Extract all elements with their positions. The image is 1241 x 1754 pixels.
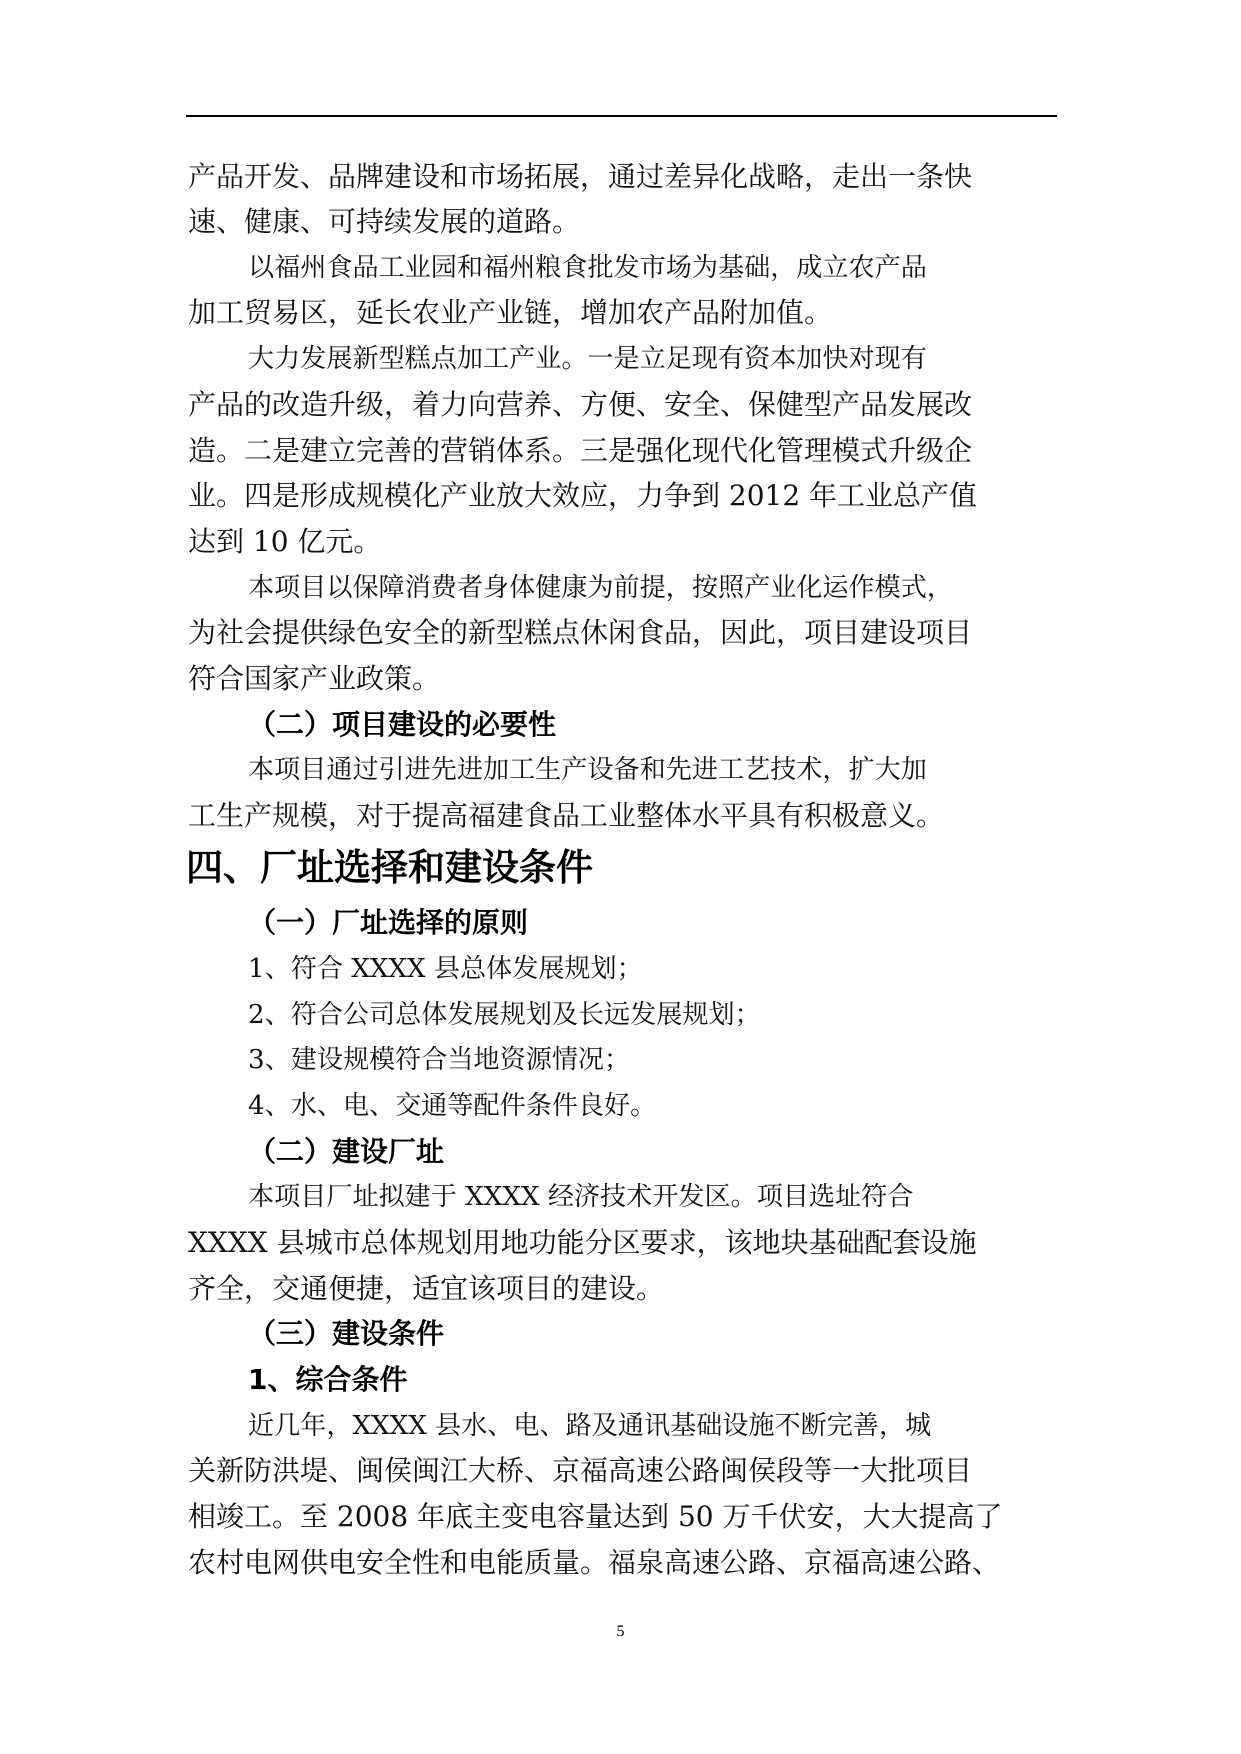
paragraph-line: 符合国家产业政策。 [188,662,441,695]
list-item: 4、水、电、交通等配件条件良好。 [248,1091,657,1121]
paragraph-line: 造。二是建立完善的营销体系。三是强化现代化管理模式升级企 [188,434,973,467]
paragraph-line: 以福州食品工业园和福州粮食批发市场为基础，成立农产品 [248,253,927,283]
paragraph-line: XXXX 县城市总体规划用地功能分区要求，该地块基础配套设施 [188,1226,977,1259]
paragraph-line: 本项目通过引进先进加工生产设备和先进工艺技术，扩大加 [248,755,927,785]
subheading-necessity: （二）项目建设的必要性 [248,708,557,741]
paragraph-line: 大力发展新型糕点加工产业。一是立足现有资本加快对现有 [248,344,927,374]
paragraph-line: 产品开发、品牌建设和市场拓展，通过差异化战略，走出一条快 [188,160,973,193]
list-item: 1、符合 XXXX 县总体发展规划； [248,954,643,984]
subheading-site: （二）建设厂址 [248,1135,445,1168]
paragraph-line: 关新防洪堤、闽侯闽江大桥、京福高速公路闽侯段等一大批项目 [188,1454,973,1487]
paragraph-line: 本项目以保障消费者身体健康为前提，按照产业化运作模式， [248,573,953,603]
paragraph-line: 本项目厂址拟建于 XXXX 经济技术开发区。项目选址符合 [248,1182,914,1212]
list-item: 2、符合公司总体发展规划及长远发展规划； [248,1000,761,1030]
subheading-conditions: （三）建设条件 [248,1317,445,1350]
paragraph-line: 业。四是形成规模化产业放大效应，力争到 2012 年工业总产值 [188,479,978,512]
paragraph-line: 农村电网供电安全性和电能质量。福泉高速公路、京福高速公路、 [188,1546,1001,1579]
subheading-principles: （一）厂址选择的原则 [248,906,529,939]
section-heading: 四、厂址选择和建设条件 [186,846,593,889]
paragraph-line: 加工贸易区，延长农业产业链，增加农产品附加值。 [188,296,833,329]
paragraph-line: 近几年，XXXX 县水、电、路及通讯基础设施不断完善，城 [248,1411,932,1441]
list-item: 3、建设规模符合当地资源情况； [248,1045,631,1075]
paragraph-line: 相竣工。至 2008 年底主变电容量达到 50 万千伏安，大大提高了 [188,1500,1003,1533]
header-rule [186,115,1057,117]
paragraph-line: 工生产规模，对于提高福建食品工业整体水平具有积极意义。 [188,799,945,832]
subheading-general: 1、综合条件 [248,1363,408,1396]
paragraph-line: 速、健康、可持续发展的道路。 [188,205,581,238]
page-number: 5 [616,1623,625,1640]
paragraph-line: 产品的改造升级，着力向营养、方便、安全、保健型产品发展改 [188,388,973,421]
paragraph-line: 齐全，交通便捷，适宜该项目的建设。 [188,1272,665,1305]
paragraph-line: 达到 10 亿元。 [188,525,382,558]
paragraph-line: 为社会提供绿色安全的新型糕点休闲食品，因此，项目建设项目 [188,616,973,649]
